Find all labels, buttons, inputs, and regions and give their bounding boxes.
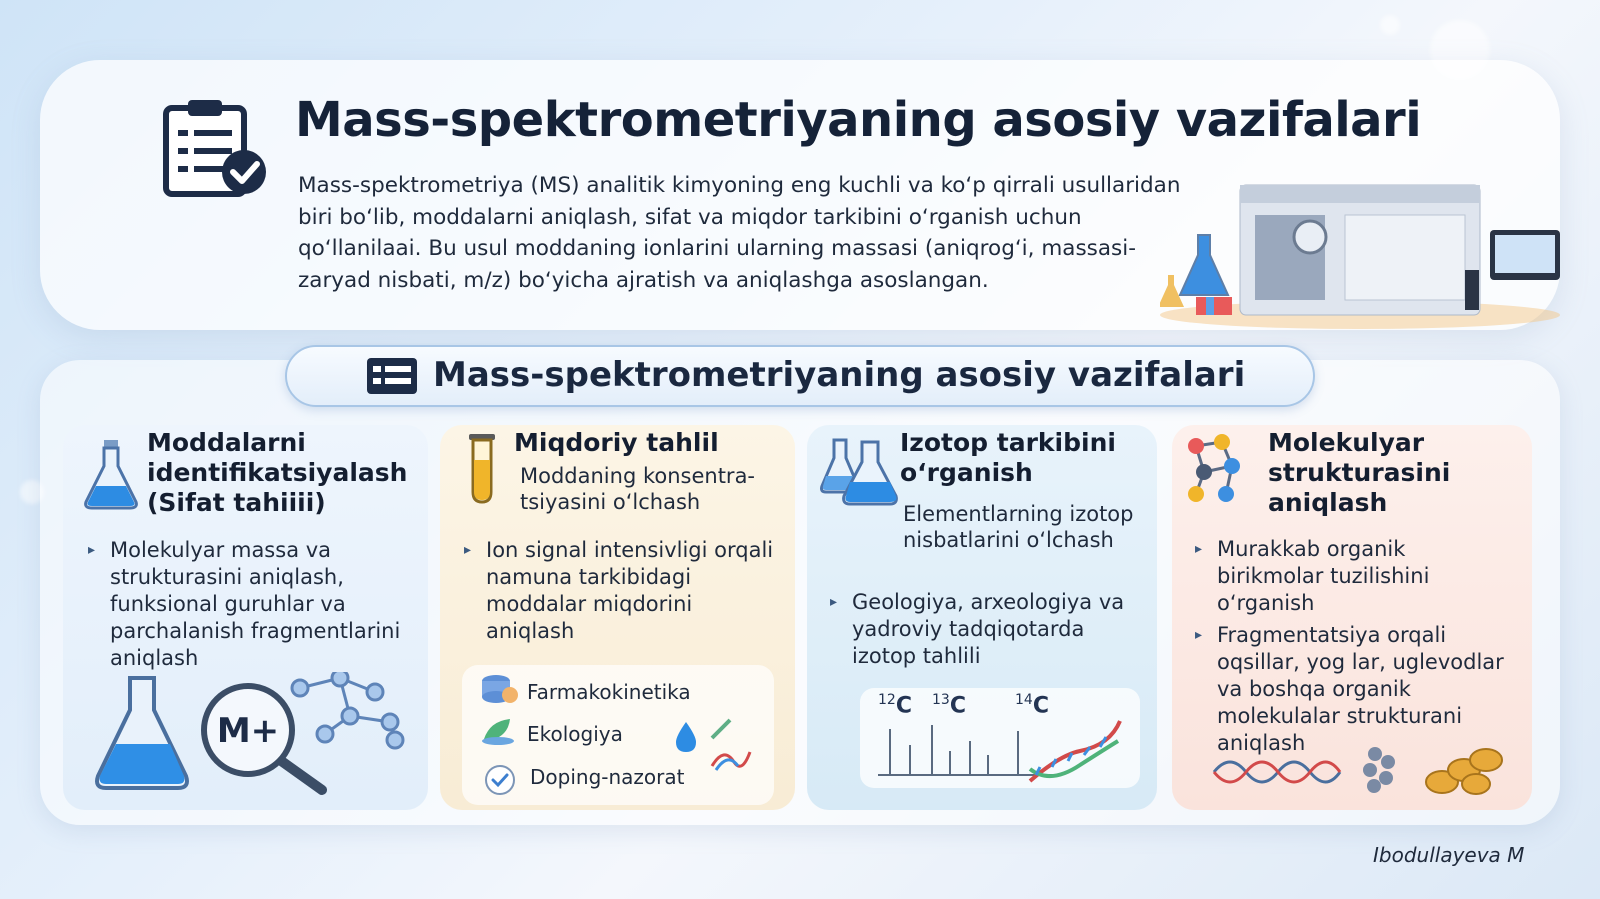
isotope-label-c14: $^{14}$C	[1015, 692, 1049, 719]
leaf-icon	[480, 715, 520, 745]
card-bullet: ▸ Molekulyar massa va strukturasini aniqlash, funksional guruhlar va parchalanish fragmentlarini aniqlash	[88, 537, 423, 672]
card-title-line: o‘rganish	[900, 458, 1033, 487]
clipboard-check-icon	[162, 98, 272, 198]
intro-paragraph: Mass-spektrometriya (MS) analitik kimyoning eng kuchli va ko‘p qirrali usullaridan biri bo‘lib, moddalarni aniqlash, sifat va miqdor tarkibini o‘rganish uchun qo‘llanilaai. Bu usul moddaning ionlarini ularning massasi (aniqrog‘i, massasi-zaryad nisbati, m/z) bo‘yicha ajratish va aniqlashga asoslangan.	[298, 173, 1181, 293]
test-tube-icon	[465, 432, 499, 504]
card-title	[900, 428, 1116, 488]
card-title-line: Moddalarni	[147, 428, 306, 457]
card-title: Miqdoriy tahlil	[514, 428, 719, 457]
database-icon	[480, 673, 520, 705]
card-bullet: ▸ Geologiya, arxeologiya va yadroviy tadqiqotarda izotop tahlili	[830, 589, 1140, 670]
spectrum-peaks-dna-illustration	[870, 715, 1135, 787]
page-title: Mass-spektrometriyaning asosiy vazifalari	[295, 92, 1422, 148]
author-signature: Ibodullayeva M	[1373, 843, 1525, 867]
tag-pharmacokinetics: Farmakokinetika	[527, 680, 691, 704]
card-subtitle: Elementlarning izotop nisbatlarini o‘lchash	[903, 502, 1134, 552]
flasks-icon	[820, 436, 902, 506]
flask-molecule-illustration	[90, 672, 420, 802]
molecule-icon	[1182, 432, 1246, 508]
card-subtitle: Moddaning konsentra-tsiyasini o‘lchash	[520, 464, 756, 514]
tag-ecology: Ekologiya	[527, 722, 623, 746]
isotope-label-c13: $^{13}$C	[932, 692, 966, 719]
isotope-label-c12: $^{12}$C	[878, 692, 912, 719]
card-title	[147, 428, 407, 518]
card-title-line: aniqlash	[1268, 488, 1388, 517]
card-title-line: strukturasini	[1268, 458, 1451, 487]
background-bubble	[1380, 15, 1400, 35]
biomolecules-illustration	[1210, 742, 1510, 798]
check-circle-icon	[484, 764, 516, 796]
section-title: Mass-spektrometriyaning asosiy vazifalari	[433, 355, 1246, 395]
card-title-line: identifikatsiyalash	[147, 458, 408, 487]
card-title	[1268, 428, 1450, 518]
card-title-line: Izotop tarkibini	[900, 428, 1116, 457]
list-icon	[365, 356, 419, 396]
water-drop-pipette-icon	[668, 712, 768, 774]
tag-doping-control: Doping-nazorat	[530, 765, 685, 789]
mass-spectrometer-illustration	[1160, 175, 1580, 335]
mass-ion-badge: M+	[216, 711, 280, 751]
card-bullet: ▸ Fragmentatsiya orqali oqsillar, yog lar, uglevodlar va boshqa organik molekulalar strukturani aniqlash	[1195, 622, 1520, 757]
card-bullet: ▸ Murakkab organik birikmolar tuzilishini o‘rganish	[1195, 536, 1455, 617]
card-title-line: (Sifat tahiiii)	[147, 488, 326, 517]
card-bullet: ▸ Ion signal intensivligi orqali namuna tarkibidagi moddalar miqdorini aniqlash	[464, 537, 784, 645]
flask-icon	[82, 438, 140, 510]
card-title-line: Molekulyar	[1268, 428, 1425, 457]
